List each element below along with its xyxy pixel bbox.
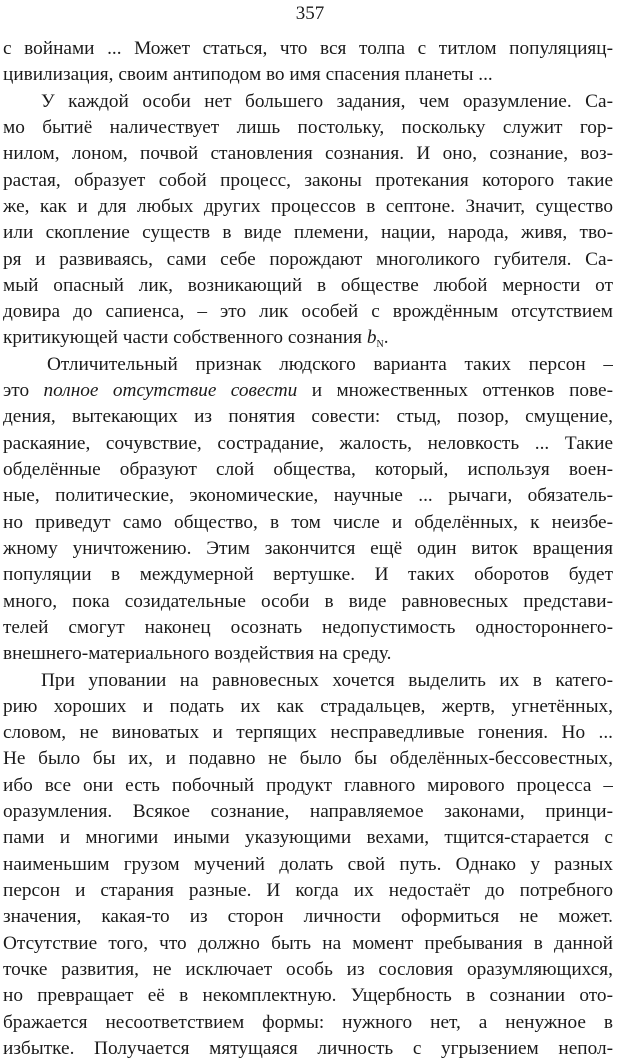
text-line: рию хороших и подать их как страдальцев, жертв, угнетённых, [3, 695, 613, 717]
text-line: обделённые образуют слой общества, который, используя воен- [3, 459, 613, 480]
math-variable: b [366, 327, 377, 349]
text-line: но приведут само общество, в том числе и обделённых, к неизбе- [3, 511, 613, 533]
text-line: же, как и для любых других процессов в септоне. Значит, существо [3, 195, 613, 217]
text-line: избытке. Получается мятущаяся личность с угрызением непол- [3, 1037, 613, 1059]
text-line: ря и развиваясь, сами себе порождают многоликого губителя. Са- [3, 248, 613, 270]
text-line: или скопление существ в виде племени, нации, народа, живя, тво- [3, 222, 613, 244]
text-line: словом, не виноватых и терпящих несправедливые гонения. Но ... [3, 722, 613, 744]
text-line: довира до сапиенса, – это лик особей с врождённым отсутствием [3, 301, 613, 323]
text-line: Отличительный признак людского варианта таких персон – [47, 353, 613, 375]
text-line: жному уничтожению. Этим закончится ещё один виток вращения [3, 537, 613, 559]
text-line: ные, политические, экономические, научные ... рычаги, обязатель- [3, 485, 613, 507]
text-line: раскаяние, сочувствие, сострадание, жалость, неловкость ... Такие [3, 432, 613, 454]
text-line: ибо все они есть побочный продукт главного мирового процесса – [3, 774, 613, 796]
text-line: цивилизация, своим антиподом во имя спасения планеты ... [3, 64, 493, 86]
text-body [3, 36, 613, 1062]
page-number: 357 [295, 3, 325, 24]
text-fragment: это [3, 380, 44, 402]
text-line [3, 378, 613, 404]
text-line: много, пока созидательные особи в виде равновесных представи- [3, 590, 613, 612]
text-line: с войнами ... Может статься, что вся толпа с титлом популяцияц- [3, 38, 613, 59]
text-line: Не было бы их, и подавно не было бы обделённых-бессовестных, [3, 748, 613, 770]
text-line: пами и многими иными указующими вехами, тщится-старается с [3, 827, 613, 849]
italic-phrase: полное отсутствие совести [43, 380, 298, 402]
text-line [3, 325, 613, 351]
text-line: персон и старания разные. И когда их недостаёт до потребного [3, 880, 613, 901]
text-line: нилом, лоном, почвой становления сознания. И оно, сознание, воз- [3, 143, 613, 165]
text-line: У каждой особи нет большего задания, чем оразумление. Са- [41, 90, 613, 112]
text-line: популяции в междумерной вертушке. И таких оборотов будет [3, 564, 613, 586]
text-line: При уповании на равновесных хочется выделить их в катего- [41, 669, 613, 691]
text-line: растая, образует собой процесс, законы протекания которого такие [3, 169, 613, 191]
text-line: мо бытиё наличествует лишь постольку, поскольку служит гор- [3, 116, 613, 138]
text-line: оразумления. Всякое сознание, направляемое законами, принци- [3, 801, 613, 823]
text-line: наименьшим грузом мучений долать свой путь. Однако у разных [3, 853, 613, 875]
text-fragment: критикующей части собственного сознания [3, 327, 367, 349]
text-fragment: и множественных оттенков пове- [297, 380, 613, 402]
text-line: телей смогут наконец осознать недопустимость одностороннего- [3, 616, 613, 638]
text-line: значения, какая-то из сторон личности оформиться не может. [3, 906, 613, 928]
text-line: точке развития, не исключает особь из сословия оразумляющихся, [3, 958, 613, 980]
text-line: но превращает её в некомплектную. Ущербность в сознании ото- [3, 985, 613, 1007]
text-line: внешнего-материального воздействия на среду. [3, 643, 392, 665]
text-fragment: . [383, 327, 389, 349]
math-subscript: N [376, 339, 384, 351]
text-line: мый опасный лик, возникающий в обществе любой мерности от [3, 274, 613, 296]
text-line: дения, вытекающих из понятия совести: стыд, позор, смущение, [3, 406, 613, 428]
text-line: Отсутствие того, что должно быть на момент пребывания в данной [3, 932, 613, 954]
text-line: бражается несоответствием формы: нужного нет, а ненужное в [3, 1011, 613, 1033]
